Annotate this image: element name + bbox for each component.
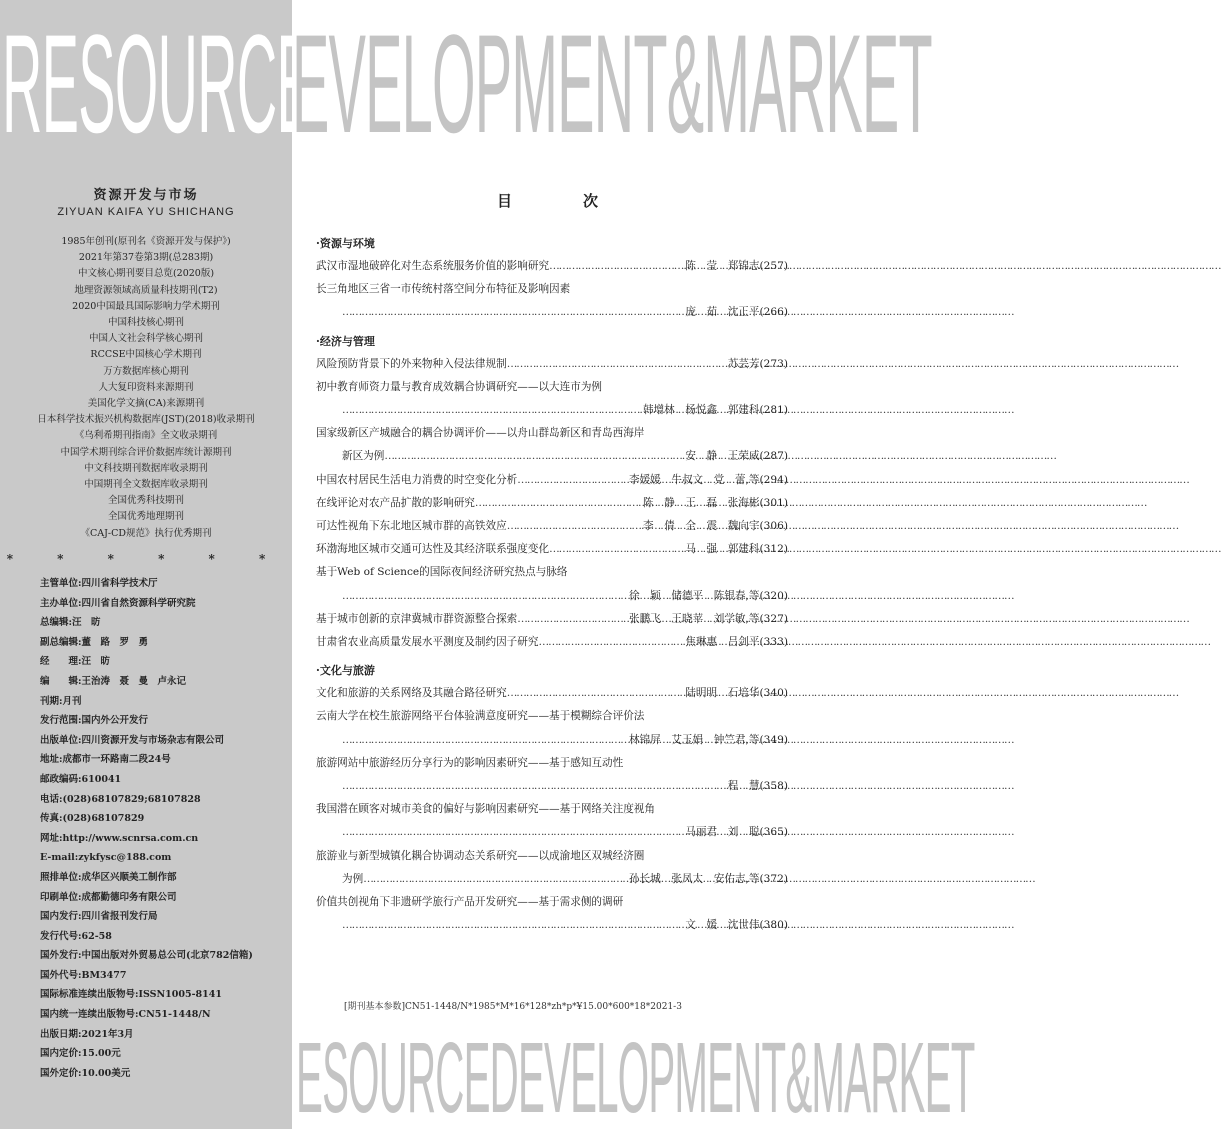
- toc-title: 目 次: [497, 192, 627, 210]
- toc-entry-page: (380): [759, 919, 788, 932]
- toc-entry-page: (301): [759, 496, 788, 509]
- info-line: 电话:(028)68107829;68107828: [40, 793, 201, 805]
- toc-entry-title: 新区为例: [342, 450, 385, 463]
- toc-entry-authors: 李媛媛 牛叔文 党 蕾,等: [629, 473, 760, 486]
- indexing-line: 1985年创刊(原刊名《资源开发与保护》): [61, 236, 231, 247]
- banner-bottom: ESOURCEDEVELOPMENT&MARKET: [296, 1022, 975, 1134]
- toc-entry-authors: 庞 茹 沈正平: [685, 306, 760, 319]
- toc-entry-line: [316, 376, 788, 399]
- toc-entry-authors: 李 倩 全 震 魏向宇: [642, 520, 760, 533]
- dot-leader: [342, 775, 726, 798]
- dot-leader: [538, 631, 683, 654]
- toc-entry-line: [316, 538, 788, 561]
- indexing-line: 中国期刊全文数据库收录期刊: [84, 479, 208, 491]
- toc-entry-page: (365): [759, 826, 788, 839]
- info-line: 发行范围:国内外公开发行: [40, 715, 149, 727]
- toc-entry-title: 旅游网站中旅游经历分享行为的影响因素研究——基于感知互动性: [316, 756, 624, 769]
- dot-leader: [342, 729, 627, 752]
- toc-entry-line: [316, 561, 788, 584]
- toc-entry-line: [316, 492, 788, 515]
- toc-entry-line: [316, 353, 788, 376]
- indexing-line: 2021年第37卷第3期(总283期): [78, 252, 214, 264]
- dot-leader: [549, 538, 683, 561]
- banner-top-right: EVELOPMENT&MARKET: [292, 5, 932, 162]
- indexing-line: 中国科技核心期刊: [107, 317, 184, 329]
- journal-parameters: [期刊基本参数]CN51-1448/N*1985*M*16*128*zh*p*¥15.00*600*18*2021-3: [344, 1002, 682, 1012]
- toc-entry-line: [316, 914, 788, 937]
- toc-entry-page: (257): [759, 260, 788, 272]
- toc-entry: [316, 845, 788, 891]
- dot-leader: [342, 914, 683, 937]
- toc-entry-authors: 陈 莹 郑锦志: [685, 260, 760, 272]
- toc-entry-line: [316, 845, 788, 868]
- banner-top-left: RESOURCED: [2, 5, 353, 162]
- toc-section-heading: ·经济与管理: [316, 334, 375, 348]
- toc-entry-title: 中国农村居民生活电力消费的时空变化分析: [316, 473, 518, 486]
- dot-leader: [517, 608, 627, 631]
- toc-entry-line: [316, 255, 788, 278]
- dot-leader: [549, 255, 683, 278]
- toc-entry-title: 云南大学在校生旅游网络平台体验满意度研究——基于模糊综合评价法: [316, 710, 645, 723]
- star-divider: * * * * * *: [6, 552, 286, 566]
- toc-entry: [316, 422, 788, 468]
- toc-entry-title: 国家级新区产城融合的耦合协调评价——以舟山群岛新区和青岛西海岸: [316, 427, 645, 440]
- toc-entry: [316, 631, 788, 654]
- publication-info: [40, 574, 253, 1083]
- dot-leader: [342, 821, 683, 844]
- indexing-line: 全国优秀地理期刊: [107, 511, 184, 523]
- toc-entry-page: (294): [759, 473, 788, 486]
- dot-leader: [342, 585, 627, 608]
- toc-entry-authors: 马 强 郭建科: [685, 543, 760, 556]
- indexing-line: 全国优秀科技期刊: [107, 495, 184, 507]
- journal-name: 资源开发与市场: [93, 188, 199, 203]
- toc-entry-title: 初中教育师资力量与教育成效耦合协调研究——以大连市为例: [316, 380, 603, 393]
- indexing-line: 地理资源领域高质量科技期刊(T2): [74, 284, 218, 296]
- toc-entry-page: (327): [759, 612, 788, 625]
- toc-entry-line: [316, 278, 788, 301]
- toc-entry-authors: 陈 静 王 磊 张海彬: [642, 496, 760, 509]
- toc-entry: [316, 798, 788, 844]
- toc-entry-authors: 陆明明 石培华: [685, 687, 760, 700]
- info-line: 刊期:月刊: [40, 695, 82, 707]
- toc-entry-line: [316, 705, 788, 728]
- toc-entry: [316, 705, 788, 751]
- dot-leader: [517, 469, 627, 492]
- toc-entry-title: 在线评论对农产品扩散的影响研究: [316, 496, 475, 509]
- toc-entry-authors: 孙长城 张凤太 安佑志,等: [629, 872, 760, 885]
- indexing-list: [0, 234, 292, 542]
- toc-entry: [316, 515, 788, 538]
- toc-section-heading: ·资源与环境: [316, 237, 375, 250]
- toc-entry-line: [316, 752, 788, 775]
- toc-entry-page: (333): [759, 636, 788, 649]
- toc-entry-line: [316, 868, 788, 891]
- info-line: 地址:成都市一环路南二段24号: [40, 754, 171, 766]
- indexing-line: 美国化学文摘(CA)来源期刊: [87, 398, 205, 410]
- toc-section-heading: ·文化与旅游: [316, 664, 375, 678]
- toc-entry-page: (273): [759, 357, 788, 370]
- toc-entry: [316, 538, 788, 561]
- info-line: 出版单位:四川资源开发与市场杂志有限公司: [40, 734, 225, 746]
- toc-entry-line: [316, 585, 788, 608]
- toc-entry-line: [316, 399, 788, 422]
- toc-entry-page: (287): [759, 450, 788, 463]
- toc-entry-line: [316, 821, 788, 844]
- dot-leader: [507, 682, 684, 705]
- toc-entry-line: [316, 608, 788, 631]
- toc-entry-authors: 文 媛 沈世伟: [685, 919, 760, 932]
- dot-leader: [342, 399, 641, 422]
- info-line: 邮政编码:610041: [40, 773, 122, 785]
- toc-entry: [316, 561, 788, 607]
- toc-entry-title: 甘肃省农业高质量发展水平测度及制约因子研究: [316, 636, 539, 649]
- info-line: 印刷单位:成都勤德印务有限公司: [40, 891, 177, 903]
- toc-entry: [316, 353, 788, 376]
- toc-entry-line: [316, 891, 788, 914]
- toc-entry: [316, 891, 788, 937]
- info-line: 主办单位:四川省自然资源科学研究院: [40, 597, 196, 609]
- toc-entry-title: 我国潜在顾客对城市美食的偏好与影响因素研究——基于网络关注度视角: [316, 803, 655, 816]
- toc-entry-authors: 徐 颖 储德平 陈银春,等: [629, 589, 760, 602]
- info-line: 经 理:汪 昉: [40, 656, 111, 668]
- toc-entry-title: 基于Web of Science的国际夜间经济研究热点与脉络: [316, 566, 568, 579]
- info-line: 主管单位:四川省科学技术厅: [40, 578, 158, 589]
- toc-entry-title: 可达性视角下东北地区城市群的高铁效应: [316, 520, 507, 533]
- toc-entry-title: 风险预防背景下的外来物种入侵法律规制: [316, 357, 507, 370]
- info-line: 国内定价:15.00元: [40, 1048, 121, 1060]
- info-line: 照排单位:成华区兴顺美工制作部: [40, 871, 177, 883]
- indexing-line: 《CAJ-CD规范》执行优秀期刊: [80, 527, 212, 539]
- toc-entry-title: 为例: [342, 872, 364, 885]
- toc-entry-title: 价值共创视角下非遗研学旅行产品开发研究——基于需求侧的调研: [316, 896, 624, 909]
- toc-entry: [316, 752, 788, 798]
- indexing-line: 人大复印资料来源期刊: [98, 381, 194, 393]
- toc-entry-authors: 张鹏飞 王晓苹 刘学敏,等: [629, 612, 760, 625]
- toc-entry-authors: 程 慧: [727, 780, 760, 793]
- toc-entry-page: (320): [759, 589, 788, 602]
- toc-entry-page: (358): [759, 780, 788, 793]
- toc-entry-page: (266): [759, 306, 788, 319]
- toc-entry-title: 武汉市湿地破碎化对生态系统服务价值的影响研究: [316, 260, 550, 272]
- indexing-line: RCCSE中国核心学术期刊: [90, 349, 202, 361]
- toc-entry-title: 环渤海地区城市交通可达性及其经济联系强度变化: [316, 543, 550, 556]
- toc-entry-page: (281): [759, 404, 788, 417]
- indexing-line: 日本科学技术振兴机构数据库(JST)(2018)收录期刊: [37, 414, 255, 426]
- dot-leader: [342, 301, 683, 324]
- toc-entry-title: 文化和旅游的关系网络及其融合路径研究: [316, 687, 507, 700]
- indexing-line: 中文科技期刊数据库收录期刊: [84, 462, 208, 474]
- toc-entry-authors: 马丽君 刘 聪: [685, 826, 760, 839]
- toc-entry: [316, 608, 788, 631]
- info-line: 国外代号:BM3477: [40, 969, 127, 981]
- dot-leader: [384, 445, 683, 468]
- toc-entry-authors: 苏芸芳: [727, 357, 760, 370]
- indexing-line: 中国人文社会科学核心期刊: [88, 333, 203, 345]
- toc-entry: [316, 255, 788, 278]
- toc-entry-authors: 韩增林 杨悦鑫 郭建科: [642, 404, 760, 417]
- indexing-line: 2020中国最具国际影响力学术期刊: [72, 300, 220, 312]
- journal-pinyin: ZIYUAN KAIFA YU SHICHANG: [57, 206, 235, 218]
- toc-entry-page: (349): [759, 733, 788, 746]
- toc-entry-page: (306): [759, 520, 788, 533]
- info-line: 国外发行:中国出版对外贸易总公司(北京782信箱): [40, 950, 253, 962]
- toc-entry-line: [316, 682, 788, 705]
- info-line: 国外定价:10.00美元: [40, 1067, 131, 1079]
- toc-entry-authors: 林锦屏 艾玉娟 钟竺君,等: [629, 733, 760, 746]
- toc-entry: [316, 278, 788, 324]
- toc-entry: [316, 376, 788, 422]
- toc-entry-line: [316, 445, 788, 468]
- toc-entry-page: (372): [759, 872, 788, 885]
- indexing-line: 《乌利希期刊指南》全文收录期刊: [74, 430, 218, 442]
- toc-entry-line: [316, 469, 788, 492]
- toc-entry-line: [316, 422, 788, 445]
- toc-entry: [316, 469, 788, 492]
- toc-entry-authors: 安 静 王荣威: [685, 450, 760, 463]
- toc-entry-title: 旅游业与新型城镇化耦合协调动态关系研究——以成渝地区双城经济圈: [316, 849, 645, 862]
- info-line: 编 辑:王治涛 聂 曼 卢永记: [40, 675, 187, 687]
- info-line: E-mail:zykfysc@188.com: [40, 852, 172, 864]
- indexing-line: 万方数据库核心期刊: [103, 365, 189, 377]
- toc-entry-line: [316, 515, 788, 538]
- toc-entry-title: 长三角地区三省一市传统村落空间分布特征及影响因素: [316, 283, 571, 296]
- toc-entry-page: (340): [759, 687, 788, 700]
- table-of-contents: [316, 233, 788, 937]
- dot-leader: [507, 353, 726, 376]
- info-line: 发行代号:62-58: [40, 930, 112, 942]
- dot-leader: [507, 515, 641, 538]
- toc-entry-line: [316, 729, 788, 752]
- toc-entry-line: [316, 301, 788, 324]
- toc-entry: [316, 492, 788, 515]
- info-line: 传真:(028)68107829: [40, 813, 145, 825]
- info-line: 国际标准连续出版物号:ISSN1005-8141: [40, 989, 222, 1001]
- info-line: 总编辑:汪 昉: [40, 617, 101, 629]
- dot-leader: [475, 492, 641, 515]
- info-line: 副总编辑:董 路 罗 勇: [40, 636, 149, 648]
- toc-entry-title: 基于城市创新的京津冀城市群资源整合探索: [316, 612, 518, 625]
- info-line: 出版日期:2021年3月: [40, 1028, 134, 1040]
- toc-entry-authors: 焦琳惠 吕剑平: [685, 636, 760, 649]
- toc-entry-line: [316, 631, 788, 654]
- info-line: 网址:http://www.scnrsa.com.cn: [40, 832, 199, 844]
- dot-leader: [363, 868, 627, 891]
- toc-entry-page: (312): [759, 543, 788, 556]
- toc-entry-line: [316, 798, 788, 821]
- toc-entry: [316, 682, 788, 705]
- indexing-line: 中文核心期刊要目总览(2020版): [77, 268, 215, 280]
- indexing-line: 中国学术期刊综合评价数据库统计源期刊: [60, 446, 232, 458]
- info-line: 国内统一连续出版物号:CN51-1448/N: [40, 1009, 211, 1021]
- toc-entry-line: [316, 775, 788, 798]
- info-line: 国内发行:四川省报刊发行局: [40, 911, 158, 923]
